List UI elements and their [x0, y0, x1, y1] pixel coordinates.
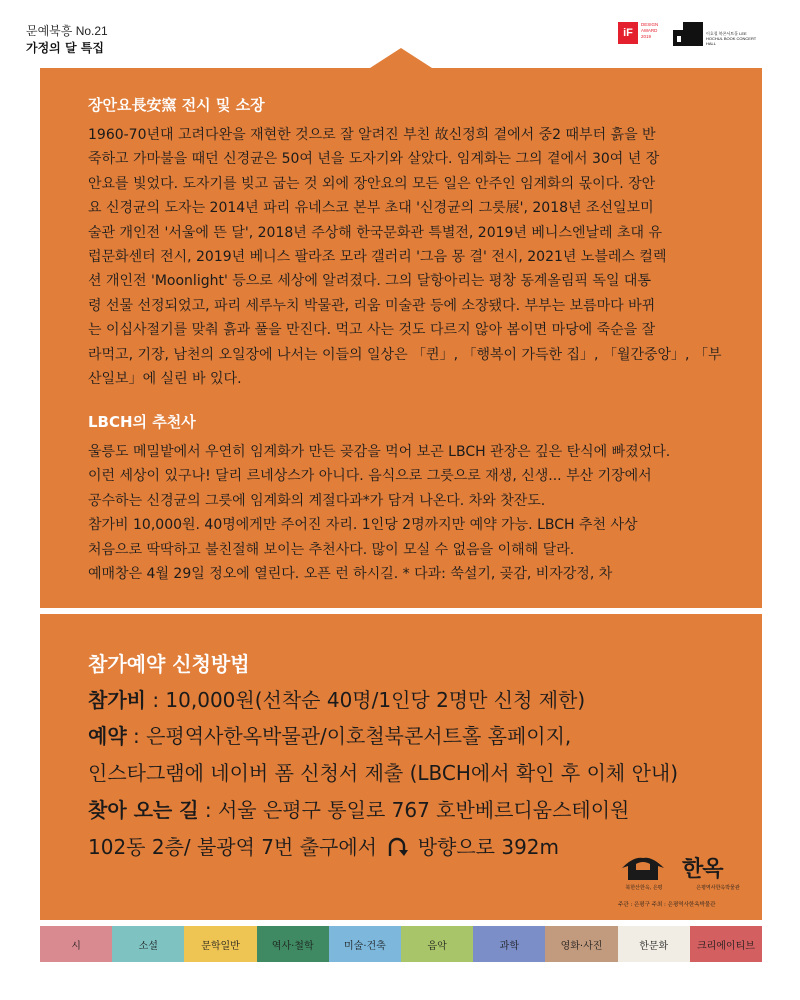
- tab-history-philosophy[interactable]: 역사·철학: [257, 926, 329, 962]
- series-label: 문예북흥 No.21: [26, 24, 108, 38]
- hall-logo-text: 이호철 북콘서트홀 LEE HOCHUL BOOK CONCERT HALL: [706, 31, 757, 46]
- body-line: 예매창은 4월 29일 정오에 열린다. 오픈 런 하시길. * 다과: 쑥설기, 곶감, 비자강정, 차: [88, 566, 613, 583]
- reservation-value: : 은평역사한옥박물관/이호철북콘서트홀 홈페이지,: [126, 724, 572, 748]
- exhibition-body: [88, 123, 728, 391]
- book-concert-hall-logo: [673, 22, 764, 46]
- fee-value: : 10,000원(선착순 40명/1인당 2명만 신청 제한): [145, 688, 586, 712]
- issue-title: 가정의 달 특집: [26, 41, 104, 55]
- tab-poetry[interactable]: 시: [40, 926, 112, 962]
- tab-novel[interactable]: 소설: [112, 926, 184, 962]
- section-title-exhibition: 장안요長安窯 전시 및 소장: [88, 96, 265, 114]
- body-line: 요 신경균의 도자는 2014년 파리 유네스코 본부 초대 '신경균의 그릇展', 2018년 조선일보미: [88, 200, 654, 217]
- recommendation-body: [88, 440, 728, 586]
- hall-building-icon: [673, 22, 703, 46]
- tab-film-photo[interactable]: 영화·사진: [545, 926, 617, 962]
- fee-label: 참가비: [88, 688, 146, 712]
- body-line: 령 선물 선정되었고, 파리 세루누치 박물관, 리움 미술관 등에 소장됐다. 부부는 보름마다 바뀌: [88, 297, 656, 314]
- body-line: 1960-70년대 고려다완을 재현한 것으로 잘 알려진 부친 故신정희 곁에서 중2 때부터 흙을 반: [88, 127, 656, 143]
- reservation-line-2: [88, 757, 748, 786]
- reservation-line: [88, 720, 748, 749]
- organizer-name-1: 북한산한옥, 은평: [625, 885, 663, 891]
- body-line: 안요를 빛었다. 도자기를 빚고 굽는 것 외에 장안요의 모든 일은 안주인 임계화의 몫이다. 장안: [88, 175, 656, 192]
- body-line: 참가비 10,000원. 40명에게만 주어진 자리. 1인당 2명까지만 예약 가능. LBCH 추천 사상: [88, 517, 638, 534]
- u-turn-arrow-icon: [386, 836, 408, 858]
- directions-line: [88, 794, 748, 823]
- section-title-recommendation: LBCH의 추천사: [88, 413, 196, 431]
- registration-title: 참가예약 신청방법: [88, 652, 250, 676]
- body-line: 울릉도 메밀밭에서 우연히 임계화가 만든 곶감을 먹어 보곤 LBCH 관장은 깊은 탄식에 빠졌었다.: [88, 444, 671, 460]
- if-design-award-logo: [618, 22, 663, 44]
- tab-literature[interactable]: 문학일반: [184, 926, 256, 962]
- body-line: 공수하는 신경균의 그릇에 임계화의 계절다과*가 담겨 나온다. 차와 찻잔도.: [88, 492, 546, 509]
- body-line: 술관 개인전 '서울에 뜬 달', 2018년 주상해 한국문화관 특별전, 2019년 베니스엔날레 초대 유: [88, 224, 663, 241]
- reservation-label: 예약: [88, 724, 127, 748]
- organizer-name-2: 은평역사한옥박물관: [696, 885, 740, 891]
- body-line: 죽하고 가마불을 때던 신경균은 50여 년을 도자기와 살았다. 임계화는 그의 곁에서 30여 년 장: [88, 151, 660, 168]
- body-line: 션 개인전 'Moonlight' 등으로 세상에 알려졌다. 그의 달항아리는 평창 동계올림픽 독일 대통: [88, 273, 651, 290]
- tab-creative[interactable]: 크리에이티브: [690, 926, 762, 962]
- directions-value-2-post: 방향으로 392m: [417, 835, 560, 859]
- directions-label: 찾아 오는 길: [88, 798, 199, 822]
- directions-value-2-pre: 102동 2층/ 불광역 7번 출구에서: [88, 835, 377, 859]
- tab-art-architecture[interactable]: 미술·건축: [329, 926, 401, 962]
- organizer-credits: 주관 : 은평구 주최 : 은평역사한옥박물관: [618, 902, 716, 908]
- tab-science[interactable]: 과학: [473, 926, 545, 962]
- hanok-roof-icon: [620, 854, 666, 882]
- if-logo-mark: iF: [618, 22, 638, 44]
- directions-value: : 서울 은평구 통일로 767 호반베르디움스테이원: [198, 798, 630, 822]
- body-line: 는 이십사절기를 맞춰 흙과 풀을 만진다. 먹고 사는 것도 다르지 않아 봄이면 마당에 죽순을 잘: [88, 322, 656, 339]
- body-line: 라먹고, 기장, 남천의 오일장에 나서는 이들의 일상은 「퀸」, 「행복이 가득한 집」, 「월간중앙」, 「부: [88, 346, 722, 363]
- fee-line: [88, 684, 748, 713]
- body-line: 산일보」에 실린 바 있다.: [88, 371, 242, 388]
- tab-music[interactable]: 음악: [401, 926, 473, 962]
- body-line: 럽문화센터 전시, 2019년 베니스 팔라조 모라 갤러리 '그음 몽 결' 전시, 2021년 노블레스 컬렉: [88, 249, 667, 266]
- reservation-value-2: 인스타그램에 네이버 폼 신청서 제출 (LBCH에서 확인 후 이체 안내): [88, 761, 679, 785]
- hanok-museum-logo-mark: 한옥: [682, 857, 723, 882]
- body-line: 이런 세상이 있구나! 달리 르네상스가 아니다. 음식으로 그릇으로 재생, 신생... 부산 기장에서: [88, 468, 652, 485]
- body-line: 처음으로 딱딱하고 불친절해 보이는 추천사다. 많이 모실 수 없음을 이해해 달라.: [88, 541, 575, 558]
- category-tabs: [40, 926, 762, 962]
- header-logos: [618, 22, 764, 46]
- organizer-logos: [614, 848, 764, 912]
- if-award-text: DESIGN AWARD 2019: [641, 22, 659, 39]
- tab-korean-culture[interactable]: 한문화: [618, 926, 690, 962]
